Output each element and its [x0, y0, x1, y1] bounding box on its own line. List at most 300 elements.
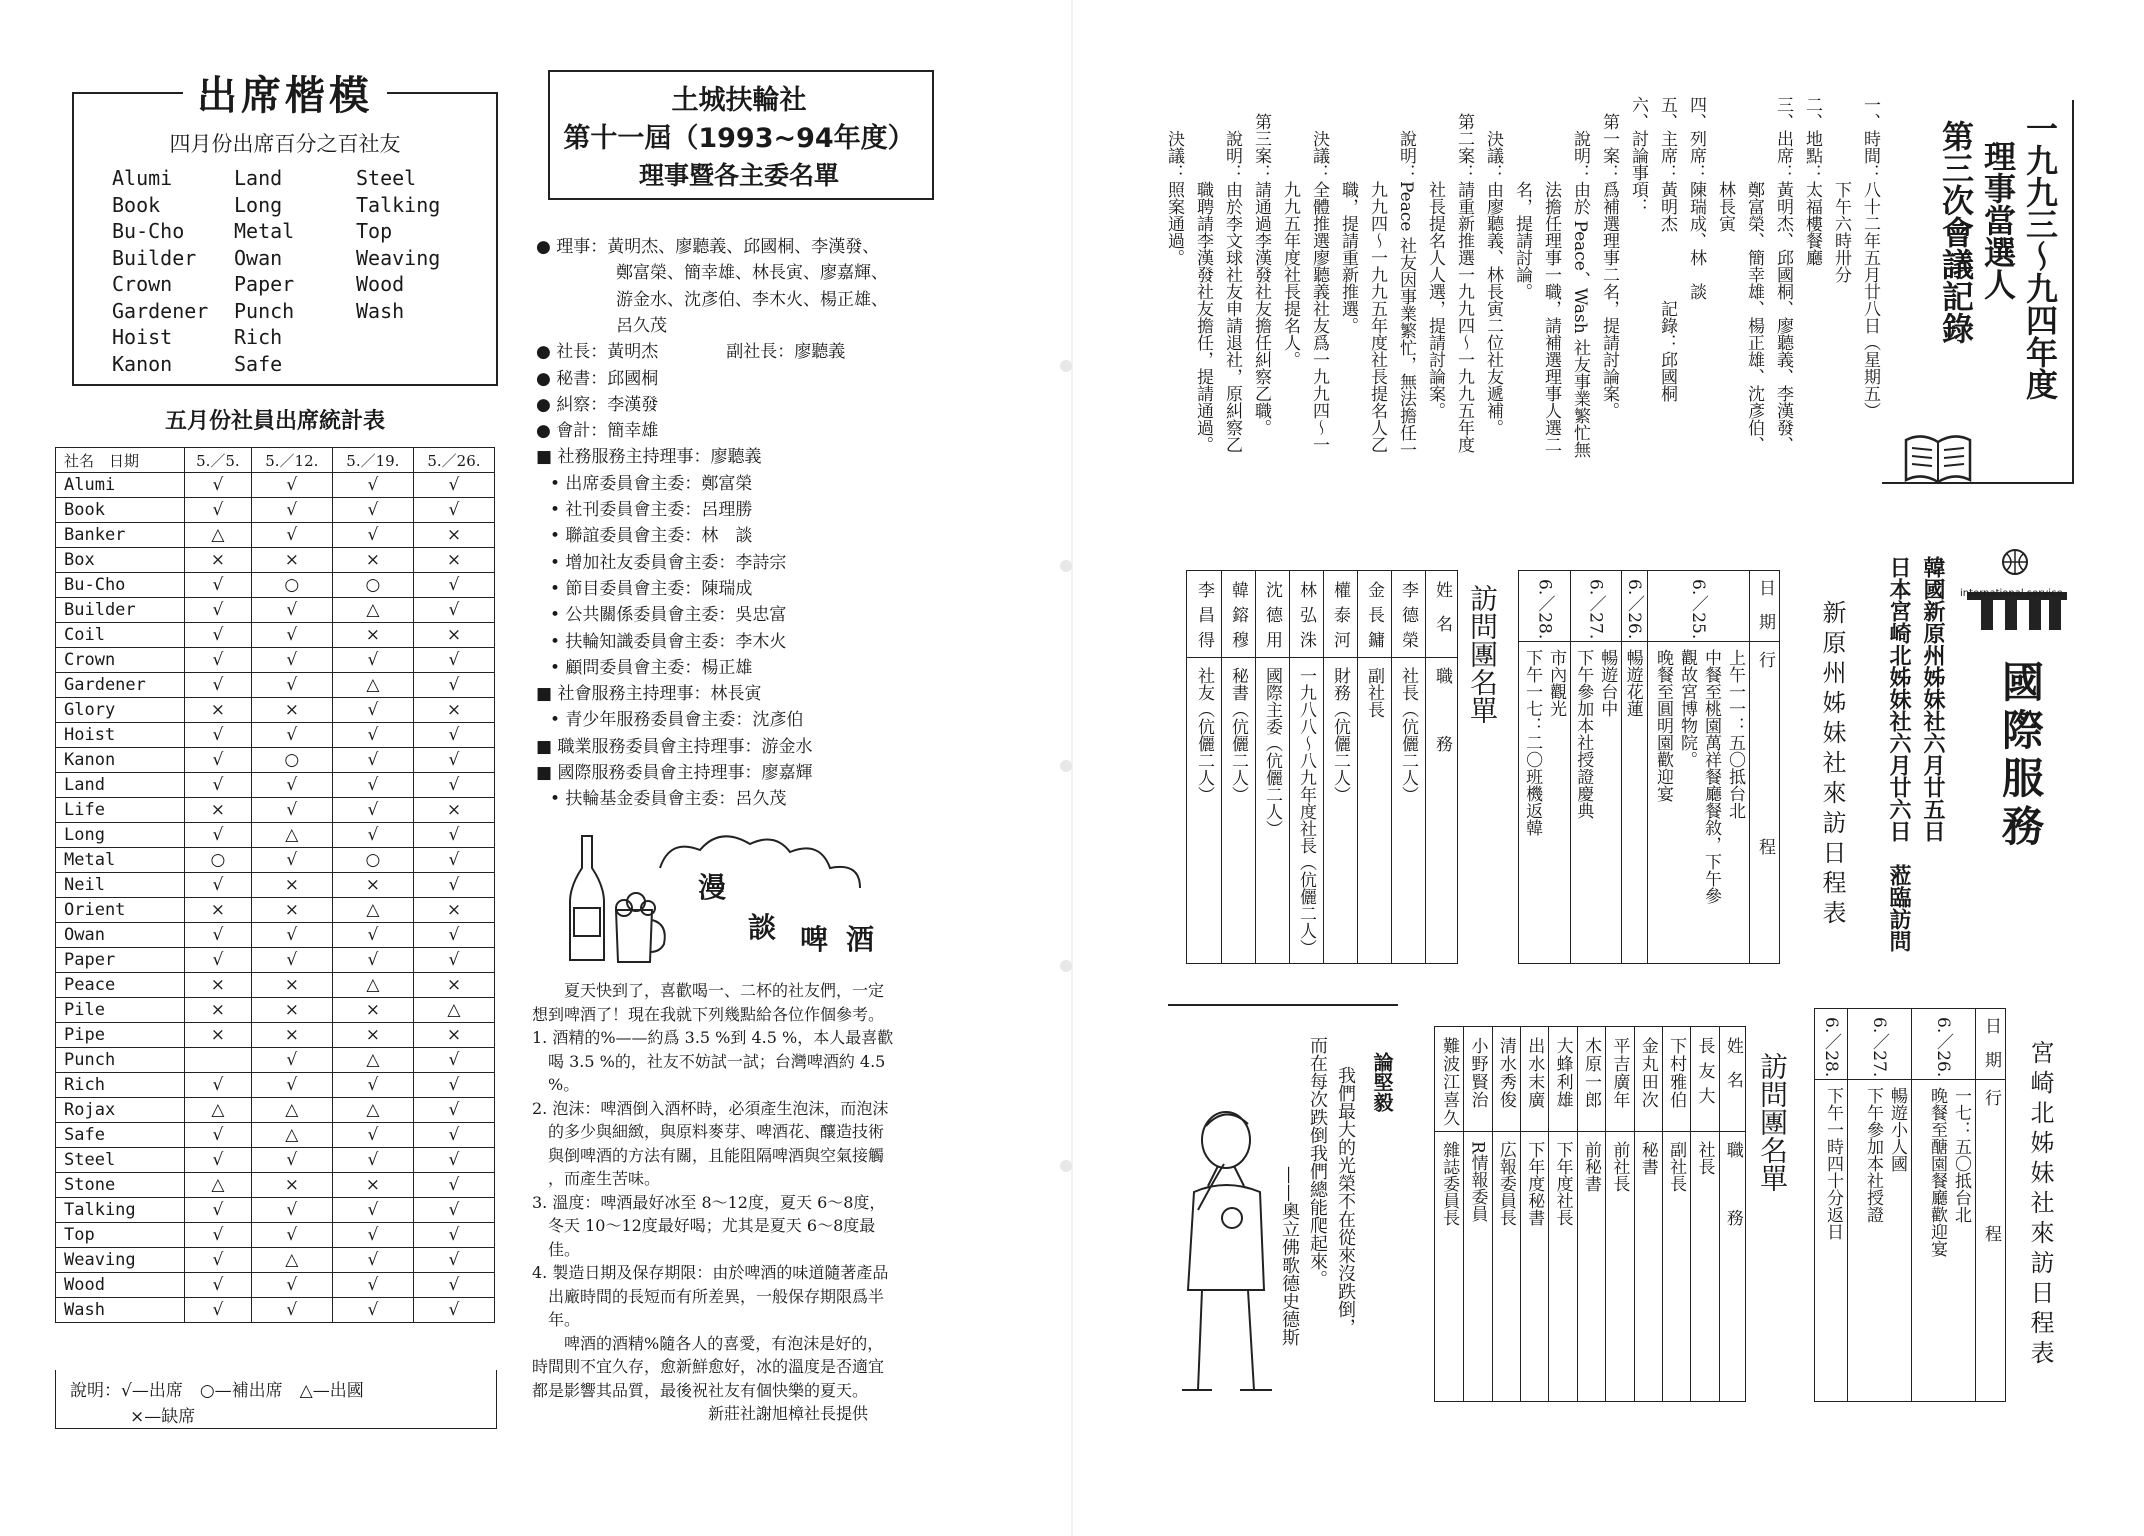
officer-line: ● 理事：黃明杰、廖聽義、邱國桐、李漢發、 — [536, 237, 880, 257]
table-row — [56, 498, 495, 523]
schedule-item: 上午一一：五〇抵台北 — [1725, 649, 1745, 819]
schedule-item: 下午參加本社授證 — [1863, 1087, 1883, 1223]
attendance-mark-cell: √ — [251, 1073, 332, 1098]
attendance-mark-cell: √ — [413, 498, 494, 523]
binder-hole — [1060, 560, 1072, 572]
table-divider — [1391, 571, 1392, 963]
table-row — [56, 1298, 495, 1323]
attendance-mark-cell: √ — [413, 573, 494, 598]
minutes-column: 下午六時卅分 — [1831, 96, 1851, 283]
club-name-cell: Pipe — [56, 1023, 185, 1048]
attendance-mark-cell: √ — [185, 573, 252, 598]
officer-line: • 公共關係委員會主委：吳忠富 — [550, 605, 787, 626]
schedule-item: 暢遊台中 — [1597, 649, 1618, 717]
attendance-mark-cell: √ — [332, 523, 413, 548]
minutes-column: 說明：Peace 社友因事業繁忙，無法擔任一 — [1396, 96, 1416, 458]
visitor-name: 權泰河 — [1330, 581, 1350, 656]
visitor-role: 國際主委（伉儷二人） — [1262, 667, 1282, 837]
attendance-mark-cell: √ — [413, 1073, 494, 1098]
table-row — [56, 1223, 495, 1248]
attendance-mark-cell: √ — [332, 1148, 413, 1173]
officer-line: 呂久茂 — [616, 315, 667, 336]
table-row — [56, 1248, 495, 1273]
model-club-name: Wood — [356, 272, 405, 296]
schedule-item: 下午參加本社授證慶典 — [1573, 649, 1594, 819]
attendance-mark-cell: √ — [413, 1098, 494, 1123]
korea-schedule-title: 新原州姊妹社來訪日程表 — [1818, 600, 1846, 930]
visitor-role: 社友（伉儷二人） — [1194, 667, 1214, 803]
model-club-name: Kanon — [112, 351, 173, 376]
table-header-date: 5.／26. — [413, 448, 494, 473]
table-row — [56, 948, 495, 973]
table-divider — [1911, 1009, 1912, 1401]
attendance-mark-cell: × — [251, 1173, 332, 1198]
attendance-mark-cell: √ — [185, 823, 252, 848]
officer-line: • 聯誼委員會主委：林 談 — [550, 526, 753, 547]
visitor-role: 下年度秘書 — [1524, 1141, 1545, 1226]
attendance-mark-cell: × — [332, 998, 413, 1023]
quote-title: 論堅毅 — [1370, 1052, 1394, 1112]
binder-hole — [1060, 360, 1072, 372]
model-club-name: Long — [234, 192, 283, 217]
club-name-cell: Talking — [56, 1198, 185, 1223]
attendance-mark-cell: √ — [251, 598, 332, 623]
visitor-role: 財務（伉儷二人） — [1330, 667, 1350, 803]
visit-announcement: 日本宮崎北姊妹社六月廿六日 蒞臨訪問 — [1886, 556, 1912, 952]
japan-visitors-table — [1434, 1026, 1746, 1402]
table-divider — [1520, 1027, 1521, 1401]
beer-article-line: 2. 泡沫：啤酒倒入酒杯時，必須產生泡沫，而泡沫 — [532, 1098, 889, 1118]
attendance-mark-cell: √ — [251, 523, 332, 548]
attendance-mark-cell: ○ — [332, 573, 413, 598]
minutes-column: 社長提名人人選，提請討論案。 — [1425, 96, 1445, 419]
model-club-name: Alumi — [112, 166, 173, 190]
attendance-mark-cell: √ — [413, 598, 494, 623]
minutes-column: 職聘請李漢發社友擔任，提請通過。 — [1193, 96, 1213, 453]
table-row — [56, 1073, 495, 1098]
schedule-date: 6.／26. — [1624, 579, 1644, 640]
minutes-column: 鄭富榮、簡幸雄、楊正雄、沈彥伯、 — [1744, 96, 1764, 453]
attendance-mark-cell: √ — [332, 1198, 413, 1223]
attendance-mark-cell: √ — [413, 823, 494, 848]
beer-article-line: 喝 3.5 %的，社友不妨試一試；台灣啤酒約 4.5 — [532, 1051, 886, 1071]
club-name-cell: Wood — [56, 1273, 185, 1298]
table-divider — [1975, 1009, 1976, 1401]
club-name-cell: Box — [56, 548, 185, 573]
officer-line: ■ 社務服務主持理事：廖聽義 — [536, 447, 762, 468]
attendance-mark-cell: √ — [185, 648, 252, 673]
minutes-column: 九九四～一九九五年度社長提名人乙 — [1367, 96, 1387, 453]
table-header-name: 姓 名 — [1432, 581, 1452, 632]
attendance-mark-cell: √ — [332, 1273, 413, 1298]
minutes-column: 六、討論事項： — [1628, 96, 1648, 215]
club-name-cell: Weaving — [56, 1248, 185, 1273]
minutes-column: 第三案：請通過李漢發社友擔任糾察乙職。 — [1251, 96, 1271, 436]
attendance-mark-cell: √ — [413, 773, 494, 798]
visitor-role: 前秘書 — [1581, 1141, 1601, 1192]
attendance-mark-cell: × — [185, 1023, 252, 1048]
officer-line: • 出席委員會主委：鄭富榮 — [550, 473, 753, 494]
attendance-mark-cell: ○ — [251, 748, 332, 773]
table-divider — [1634, 1027, 1635, 1401]
schedule-date: 6.／28. — [1534, 579, 1555, 640]
attendance-mark-cell: √ — [413, 648, 494, 673]
officers-title-term: 第十一屆（1993~94年度） — [563, 123, 915, 154]
visitor-role: 副社長 — [1666, 1141, 1687, 1192]
table-row — [56, 1048, 495, 1073]
attendance-mark-cell: × — [332, 548, 413, 573]
table-row — [56, 873, 495, 898]
attendance-mark-cell: ○ — [332, 848, 413, 873]
thinking-man-icon — [1168, 1100, 1278, 1400]
schedule-date: 6.／28. — [1821, 1017, 1841, 1078]
table-divider — [1605, 1027, 1606, 1401]
minutes-title-year: 一九九三～九四年度 — [2021, 112, 2059, 400]
open-book-icon — [1902, 430, 1974, 486]
attendance-mark-cell: △ — [332, 1098, 413, 1123]
table-row — [56, 1173, 495, 1198]
minutes-column: 決議：全體推選廖聽義社友爲一九九四～一 — [1309, 96, 1329, 453]
attendance-mark-cell: × — [332, 873, 413, 898]
officer-line: 游金水、沈彥伯、李木火、楊正雄、 — [616, 289, 888, 310]
schedule-item: 暢遊小人國 — [1887, 1087, 1907, 1172]
table-divider — [1435, 1131, 1745, 1132]
schedule-item: 晚餐至醣園餐廳歡迎宴 — [1927, 1087, 1947, 1257]
table-row — [56, 1123, 495, 1148]
attendance-mark-cell: √ — [251, 648, 332, 673]
officer-line: • 扶輪基金委員會主委：呂久茂 — [550, 789, 787, 810]
attendance-mark-cell: √ — [413, 1248, 494, 1273]
club-name-cell: Book — [56, 498, 185, 523]
officer-line: • 節目委員會主委：陳瑞成 — [550, 578, 753, 599]
table-divider — [1187, 657, 1457, 658]
visitor-role: 雜誌委員長 — [1439, 1141, 1460, 1226]
table-row — [56, 773, 495, 798]
model-club-name: Safe — [234, 351, 283, 376]
minutes-column: 說明：由於 Peace、Wash 社友事業繁忙無 — [1570, 96, 1590, 459]
attendance-mark-cell: √ — [413, 673, 494, 698]
attendance-mark-cell: √ — [413, 1298, 494, 1323]
minutes-title-board: 理事當選人 — [1979, 140, 2017, 300]
schedule-item: 下午一七：二〇班機返韓 — [1522, 649, 1543, 836]
table-header-role: 職 務 — [1432, 667, 1452, 752]
attendance-mark-cell: √ — [185, 1273, 252, 1298]
table-header-trip: 行 程 — [1981, 1089, 2001, 1242]
beer-article-line: 啤酒的酒精%隨各人的喜愛，有泡沫是好的， — [532, 1333, 884, 1353]
table-divider — [1690, 1027, 1691, 1401]
model-club-name: Punch — [234, 298, 295, 323]
attendance-mark-cell: √ — [185, 1148, 252, 1173]
table-row — [56, 523, 495, 548]
table-divider — [1548, 1027, 1549, 1401]
model-club-name: Gardener — [112, 298, 209, 323]
quote-text: 我們最大的光榮不在從來沒跌倒， — [1335, 1066, 1356, 1336]
attendance-mark-cell: √ — [332, 723, 413, 748]
attendance-mark-cell: × — [413, 1023, 494, 1048]
beer-article-line: 4. 製造日期及保存期限：由於啤酒的味道隨著產品 — [532, 1263, 889, 1282]
attendance-mark-cell: × — [185, 548, 252, 573]
officer-line: ■ 職業服務委員會主持理事：游金水 — [536, 736, 813, 757]
model-club-name: Book — [112, 192, 161, 217]
attendance-mark-cell: √ — [332, 1248, 413, 1273]
officers-title-list: 理事暨各主委名單 — [638, 161, 839, 190]
attendance-mark-cell: △ — [332, 598, 413, 623]
visitor-role: 社長 — [1694, 1141, 1715, 1175]
officer-line: ● 秘書：邱國桐 — [536, 368, 659, 389]
table-row — [56, 673, 495, 698]
attendance-mark-cell: √ — [332, 748, 413, 773]
attendance-mark-cell: √ — [185, 748, 252, 773]
table-divider — [1357, 571, 1358, 963]
attendance-mark-cell: √ — [332, 1123, 413, 1148]
visitor-name: 大蜂利雄 — [1552, 1037, 1573, 1109]
attendance-mark-cell: √ — [413, 723, 494, 748]
attendance-mark-cell: ○ — [185, 848, 252, 873]
attendance-mark-cell: △ — [332, 973, 413, 998]
attendance-mark-cell: √ — [185, 1248, 252, 1273]
beer-title-char: 酒 — [846, 923, 875, 956]
attendance-mark-cell: √ — [413, 948, 494, 973]
attendance-mark-cell: √ — [251, 848, 332, 873]
table-divider — [1647, 571, 1648, 963]
table-header-date: 日 期 — [1755, 579, 1775, 630]
table-row — [56, 923, 495, 948]
table-header-name: 姓 名 — [1722, 1037, 1743, 1088]
table-divider — [1492, 1027, 1493, 1401]
visitor-name: 出水末廣 — [1524, 1037, 1545, 1109]
visitor-name: 下村雅伯 — [1666, 1037, 1687, 1109]
attendance-mark-cell: √ — [251, 623, 332, 648]
table-row — [56, 648, 495, 673]
attendance-mark-cell: √ — [251, 1198, 332, 1223]
officer-line: ● 糾察：李漢發 — [536, 394, 659, 415]
visit-announcement: 韓國新原州姊妹社六月廿五日 — [1920, 556, 1946, 842]
club-name-cell: Owan — [56, 923, 185, 948]
binder-hole — [1060, 760, 1072, 772]
attendance-mark-cell: √ — [413, 848, 494, 873]
japan-schedule-table — [1814, 1008, 2006, 1402]
attendance-mark-cell: × — [332, 623, 413, 648]
visitor-role: 社長（伉儷二人） — [1398, 667, 1418, 803]
visitor-name: 林弘洙 — [1296, 581, 1316, 656]
club-name-cell: Kanon — [56, 748, 185, 773]
attendance-mark-cell: √ — [251, 473, 332, 498]
visitor-name: 沈德用 — [1262, 581, 1282, 656]
table-divider — [1425, 571, 1426, 963]
beer-article-line: 新莊社謝旭樟社長提供 — [532, 1404, 869, 1423]
table-row — [56, 473, 495, 498]
minutes-column: 決議：照案通過。 — [1164, 96, 1184, 266]
attendance-mark-cell: × — [251, 998, 332, 1023]
attendance-mark-cell: × — [413, 523, 494, 548]
attendance-mark-cell: √ — [332, 773, 413, 798]
minutes-title-meeting: 第三次會議記錄 — [1937, 120, 1975, 344]
minutes-column: 九九五年度社長提名人。 — [1280, 96, 1300, 368]
attendance-mark-cell: √ — [251, 673, 332, 698]
beer-title-char: 談 — [748, 911, 777, 944]
beer-article-line: 3. 溫度：啤酒最好冰至 8～12度，夏天 6～8度， — [532, 1192, 886, 1212]
visitor-role: 秘書（伉儷二人） — [1228, 667, 1248, 803]
club-name-cell: Long — [56, 823, 185, 848]
table-divider — [1255, 571, 1256, 963]
attendance-mark-cell: √ — [251, 1273, 332, 1298]
model-club-name: Land — [234, 166, 283, 190]
minutes-column: 五、主席：黃明杰 記錄：邱國桐 — [1657, 96, 1677, 402]
minutes-column: 一、時間：八十二年五月廿八日（星期五） — [1860, 96, 1880, 419]
table-row — [56, 1273, 495, 1298]
attendance-mark-cell: √ — [251, 1048, 332, 1073]
attendance-mark-cell: √ — [185, 723, 252, 748]
japan-schedule-title: 宮崎北姊妹社來訪日程表 — [2026, 1040, 2054, 1370]
model-club-name: Hoist — [112, 325, 173, 349]
attendance-mark-cell: × — [413, 798, 494, 823]
club-name-cell: Life — [56, 798, 185, 823]
attendance-mark-cell: △ — [332, 898, 413, 923]
table-divider — [1621, 571, 1622, 963]
visitor-name: 韓鎔穆 — [1228, 581, 1248, 656]
attendance-mark-cell: △ — [251, 1123, 332, 1148]
attendance-mark-cell: × — [251, 548, 332, 573]
attendance-mark-cell: √ — [251, 923, 332, 948]
korea-schedule-table — [1518, 570, 1780, 964]
attendance-mark-cell: √ — [413, 873, 494, 898]
attendance-mark-cell: √ — [251, 723, 332, 748]
visitor-name: 金丸田次 — [1637, 1037, 1658, 1109]
beer-article-line: 冬天 10～12度最好喝；尤其是夏天 6～8度最 — [532, 1216, 876, 1235]
table-header-date: 日 期 — [1981, 1017, 2001, 1068]
beer-article-line: %。 — [532, 1075, 580, 1094]
attendance-mark-cell: × — [185, 698, 252, 723]
attendance-mark-cell: √ — [413, 473, 494, 498]
japan-visitors-title: 訪問團名單 — [1756, 1052, 1789, 1192]
attendance-mark-cell: √ — [185, 1298, 252, 1323]
attendance-mark-cell: √ — [413, 1048, 494, 1073]
beer-article-line: 都是影響其品質，最後祝社友有個快樂的夏天。 — [532, 1380, 869, 1400]
visitor-role: R情報委員 — [1467, 1141, 1488, 1222]
attendance-mark-cell: △ — [185, 523, 252, 548]
quote-divider — [1168, 1004, 1398, 1006]
table-divider — [1815, 1079, 2005, 1080]
model-club-name: Builder — [112, 245, 197, 270]
attendance-mark-cell: √ — [251, 798, 332, 823]
beer-article-line: 的多少與細緻，與原料麥芽、啤酒花、釀造技術 — [532, 1122, 885, 1141]
visitor-name: 李德榮 — [1398, 581, 1418, 656]
minutes-column: 決議：由廖聽義、林長寅二位社友遞補。 — [1483, 96, 1503, 436]
table-divider — [1519, 641, 1779, 642]
model-club-name: Talking — [356, 192, 441, 217]
attendance-table-title: 五月份社員出席統計表 — [164, 408, 385, 434]
minutes-column: 二、地點：太福樓餐廳 — [1802, 96, 1822, 266]
beer-article-line: 想到啤酒了！現在我就下列幾點給各位作個參考。 — [532, 1004, 885, 1024]
club-name-cell: Top — [56, 1223, 185, 1248]
visitor-role: 前社長 — [1609, 1141, 1630, 1192]
table-row — [56, 1023, 495, 1048]
table-row — [56, 723, 495, 748]
minutes-column: 第一案：爲補選理事二名，提請討論案。 — [1599, 96, 1619, 419]
table-divider — [1221, 571, 1222, 963]
quote-text: 而在每次跌倒我們總能爬起來。 — [1307, 1036, 1328, 1288]
model-club-name: Steel — [356, 166, 417, 190]
minutes-column: 職，提請重新推選。 — [1338, 96, 1358, 334]
attendance-mark-cell: × — [185, 998, 252, 1023]
beer-article-line: 佳。 — [532, 1239, 581, 1259]
attendance-mark-cell: △ — [251, 1098, 332, 1123]
table-divider — [1323, 571, 1324, 963]
club-name-cell: Orient — [56, 898, 185, 923]
club-name-cell: Gardener — [56, 673, 185, 698]
attendance-mark-cell: √ — [185, 1198, 252, 1223]
club-name-cell: Alumi — [56, 473, 185, 498]
quote-author: ——奧立佛歌德史德斯 — [1279, 1166, 1300, 1346]
table-row — [56, 1098, 495, 1123]
beer-mug-icon — [616, 893, 665, 962]
attendance-mark-cell — [185, 1048, 252, 1073]
visitor-name: 平吉廣年 — [1609, 1037, 1630, 1109]
club-name-cell: Hoist — [56, 723, 185, 748]
table-row — [56, 1148, 495, 1173]
attendance-mark-cell: △ — [251, 823, 332, 848]
attendance-mark-cell: √ — [185, 1123, 252, 1148]
table-row — [56, 1198, 495, 1223]
minutes-column: 三、出席：黃明杰、邱國桐、廖聽義、李漢發、 — [1773, 96, 1793, 453]
visitor-role: 下年度社長 — [1552, 1141, 1573, 1226]
visitor-name: 難波江喜久 — [1439, 1037, 1460, 1127]
attendance-legend: ×—缺席 — [130, 1407, 196, 1427]
club-name-cell: Bu-Cho — [56, 573, 185, 598]
model-club-name: Top — [356, 219, 393, 243]
attendance-mark-cell: △ — [332, 673, 413, 698]
attendance-mark-cell: △ — [332, 1048, 413, 1073]
attendance-mark-cell: √ — [332, 798, 413, 823]
schedule-date: 6.／25. — [1687, 579, 1708, 640]
attendance-mark-cell: √ — [185, 923, 252, 948]
attendance-mark-cell: √ — [413, 748, 494, 773]
table-row — [56, 748, 495, 773]
attendance-mark-cell: △ — [251, 1248, 332, 1273]
officer-line: • 顧問委員會主委：楊正雄 — [550, 657, 753, 678]
attendance-mark-cell: √ — [251, 773, 332, 798]
table-divider — [1719, 1027, 1720, 1401]
attendance-mark-cell: × — [413, 548, 494, 573]
beer-title-char: 漫 — [698, 871, 727, 904]
club-name-cell: Safe — [56, 1123, 185, 1148]
club-name-cell: Rich — [56, 1073, 185, 1098]
club-name-cell: Steel — [56, 1148, 185, 1173]
visitor-role: 秘書 — [1637, 1141, 1658, 1175]
visitor-name: 小野賢治 — [1467, 1037, 1488, 1109]
club-name-cell: Metal — [56, 848, 185, 873]
attendance-mark-cell: √ — [332, 648, 413, 673]
attendance-mark-cell: √ — [413, 1148, 494, 1173]
international-service-logo-text: international service — [1960, 588, 2063, 599]
attendance-mark-cell: × — [251, 873, 332, 898]
officer-line: 鄭富榮、簡幸雄、林長寅、廖嘉輝、 — [616, 263, 888, 284]
club-name-cell: Stone — [56, 1173, 185, 1198]
club-name-cell: Neil — [56, 873, 185, 898]
table-divider — [1662, 1027, 1663, 1401]
beer-article-line: 時間則不宜久存，愈新鮮愈好，冰的溫度是否適宜 — [532, 1357, 885, 1376]
club-name-cell: Peace — [56, 973, 185, 998]
attendance-mark-cell: ○ — [251, 573, 332, 598]
schedule-item: 一七：五〇抵台北 — [1951, 1087, 1971, 1223]
table-divider — [1577, 1027, 1578, 1401]
attendance-mark-cell: × — [251, 973, 332, 998]
model-club-name: Paper — [234, 272, 295, 296]
attendance-mark-cell: × — [332, 1173, 413, 1198]
visitor-role: 広報委員長 — [1495, 1141, 1516, 1226]
model-club-name: Rich — [234, 325, 283, 349]
attendance-mark-cell: × — [332, 1023, 413, 1048]
